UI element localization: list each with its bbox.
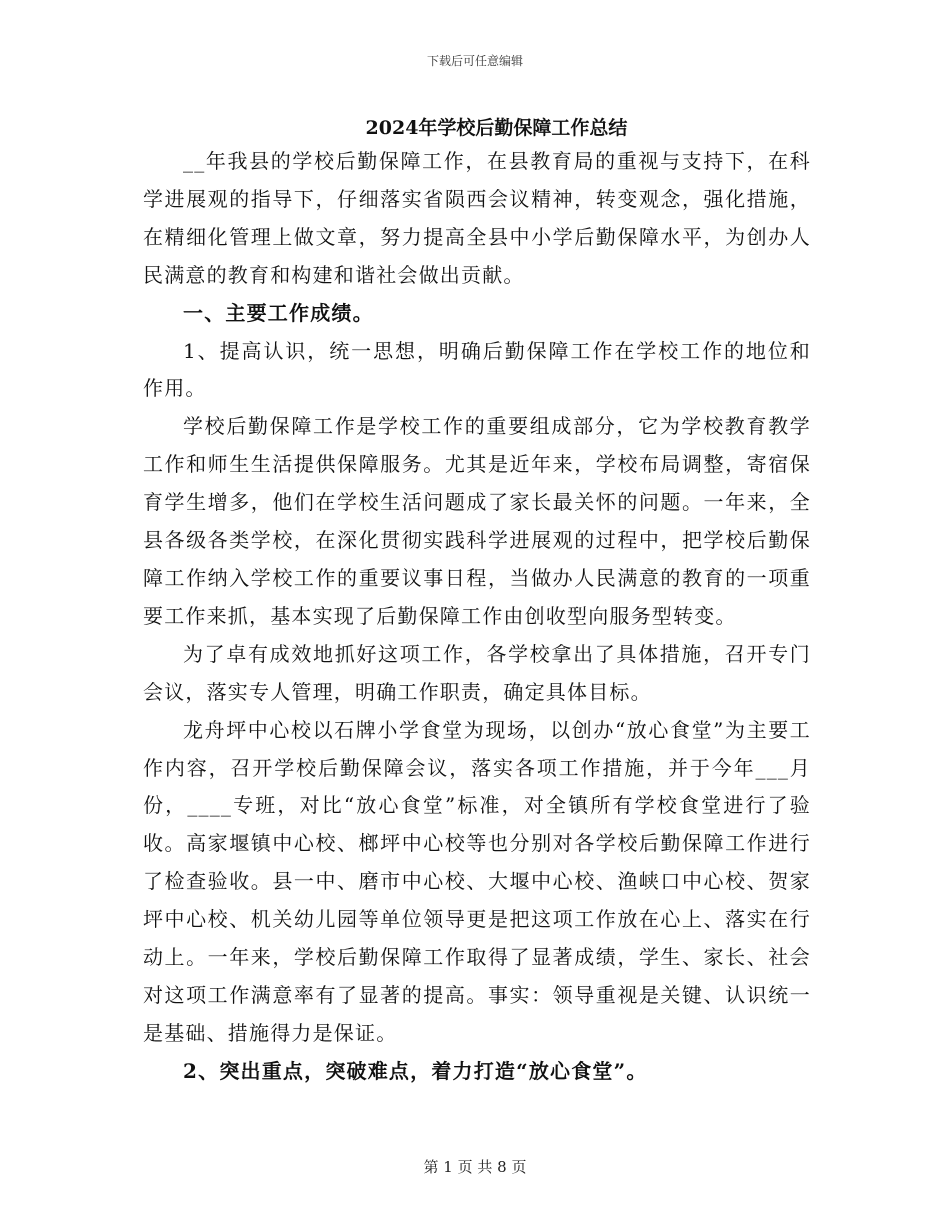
paragraph-logistics-importance: 学校后勤保障工作是学校工作的重要组成部分，它为学校教育教学工作和师生生活提供保障服务。尤其是近年来，学校布局调整，寄宿保育学生增多，他们在学校生活问题成了家长最关怀的问题。一年来，全县各级各类学校，在深化贯彻实践科学进展观的过程中，把学校后勤保障工作纳入学校工作的重要议事日程，当做办人民满意的教育的一项重要工作来抓，基本实现了后勤保障工作由创收型向服务型转变。 xyxy=(143,414,811,628)
document-title: 2024年学校后勤保障工作总结 xyxy=(365,117,628,139)
paragraph-point-1: 1、提高认识，统一思想，明确后勤保障工作在学校工作的地位和作用。 xyxy=(143,338,811,401)
section-heading-main-achievements: 一、主要工作成绩。 xyxy=(183,300,374,325)
page-number-footer: 第 1 页 共 8 页 xyxy=(423,1158,527,1176)
page-header-note: 下载后可任意编辑 xyxy=(426,54,523,68)
document-body xyxy=(143,143,811,1091)
paragraph-measures: 为了卓有成效地抓好这项工作，各学校拿出了具体措施，召开专门会议，落实专人管理，明确工作职责，确定具体目标。 xyxy=(143,641,811,704)
section-heading-point-2: 2、突出重点，突破难点，着力打造“放心食堂”。 xyxy=(183,1058,648,1083)
paragraph-longzhouping: 龙舟坪中心校以石牌小学食堂为现场，以创办“放心食堂”为主要工作内容，召开学校后勤保障会议，落实各项工作措施，并于今年___月份，____专班，对比“放心食堂”标准，对全镇所有学校食堂进行了验收。高家堰镇中心校、榔坪中心校等也分别对各学校后勤保障工作进行了检查验收。县一中、磨市中心校、大堰中心校、渔峡口中心校、贺家坪中心校、机关幼儿园等单位领导更是把这项工作放在心上、落实在行动上。一年来，学校后勤保障工作取得了显著成绩，学生、家长、社会对这项工作满意率有了显著的提高。事实：领导重视是关键、认识统一是基础、措施得力是保证。 xyxy=(143,717,811,1045)
paragraph-intro: __年我县的学校后勤保障工作，在县教育局的重视与支持下，在科学进展观的指导下，仔细落实省陨西会议精神，转变观念，强化措施，在精细化管理上做文章，努力提高全县中小学后勤保障水平，为创办人民满意的教育和构建和谐社会做出贡献。 xyxy=(143,149,811,287)
